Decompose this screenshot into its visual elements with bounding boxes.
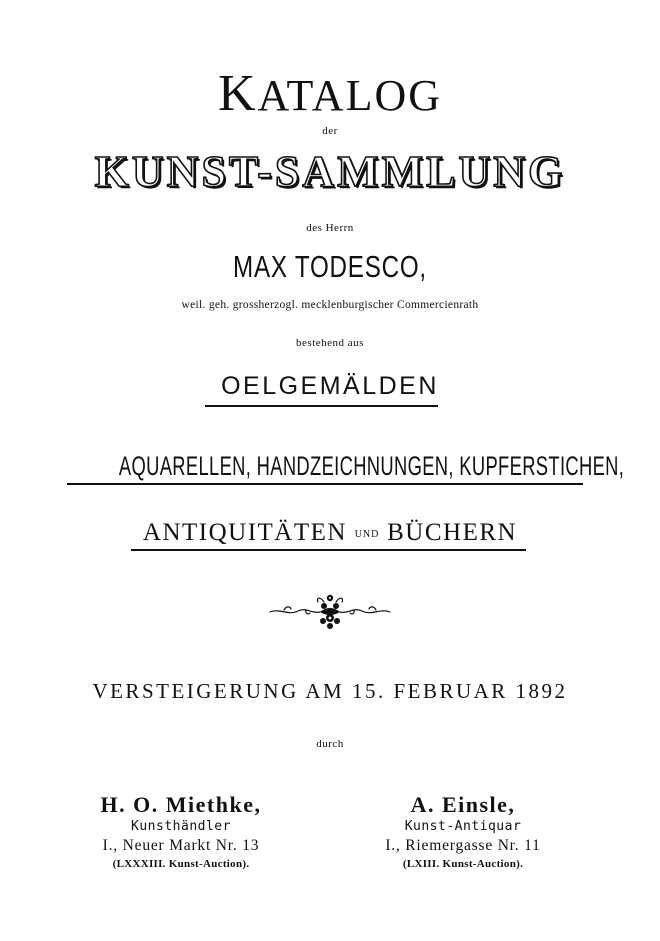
owner-name: MAX TODESCO, bbox=[233, 249, 427, 284]
heading-books: BÜCHERN bbox=[387, 519, 518, 546]
dealer-address: I., Neuer Markt Nr. 13 bbox=[102, 837, 260, 854]
collection-title: KUNST-SAMMLUNG bbox=[94, 147, 566, 196]
intro-bestehend-aus: bestehend aus bbox=[296, 337, 364, 349]
underline-antiquities-books bbox=[131, 549, 526, 551]
dealer-name: A. Einsle, bbox=[410, 792, 516, 817]
dealer-miethke bbox=[56, 792, 306, 872]
word-durch: durch bbox=[316, 738, 344, 750]
word-des-herrn: des Herrn bbox=[306, 222, 354, 234]
auction-date-line: VERSTEIGERUNG AM 15. FEBRUAR 1892 bbox=[92, 679, 568, 703]
heading-works-text: AQUARELLEN, HANDZEICHNUNGEN, KUPFERSTICHEN, bbox=[118, 451, 625, 481]
word-der: der bbox=[322, 125, 338, 137]
underline-works bbox=[67, 483, 583, 485]
catalog-title-initial: K bbox=[217, 65, 258, 122]
floral-ornament-icon bbox=[266, 590, 394, 632]
owner-role: weil. geh. grossherzogl. mecklenburgischer Commercienrath bbox=[181, 299, 479, 311]
heading-oil-paintings: OELGEMÄLDEN bbox=[221, 372, 439, 400]
heading-antiquities-books bbox=[0, 519, 660, 547]
heading-antiquities: ANTIQUITÄTEN bbox=[142, 519, 347, 546]
underline-oil-paintings bbox=[205, 405, 438, 407]
heading-works bbox=[0, 451, 660, 482]
dealer-title: Kunst-Antiquar bbox=[404, 819, 522, 834]
dealer-auction-number: (LXIII. Kunst-Auction). bbox=[402, 858, 524, 870]
dealer-address: I., Riemergasse Nr. 11 bbox=[385, 837, 541, 854]
dealer-name: H. O. Miethke, bbox=[100, 792, 262, 817]
dealer-title: Kunsthändler bbox=[131, 819, 231, 834]
dealer-auction-number: (LXXXIII. Kunst-Auction). bbox=[112, 858, 250, 870]
catalog-title bbox=[0, 64, 660, 123]
word-und: UND bbox=[354, 529, 380, 540]
catalog-title-rest: ATALOG bbox=[257, 71, 443, 120]
dealer-einsle bbox=[338, 792, 588, 872]
